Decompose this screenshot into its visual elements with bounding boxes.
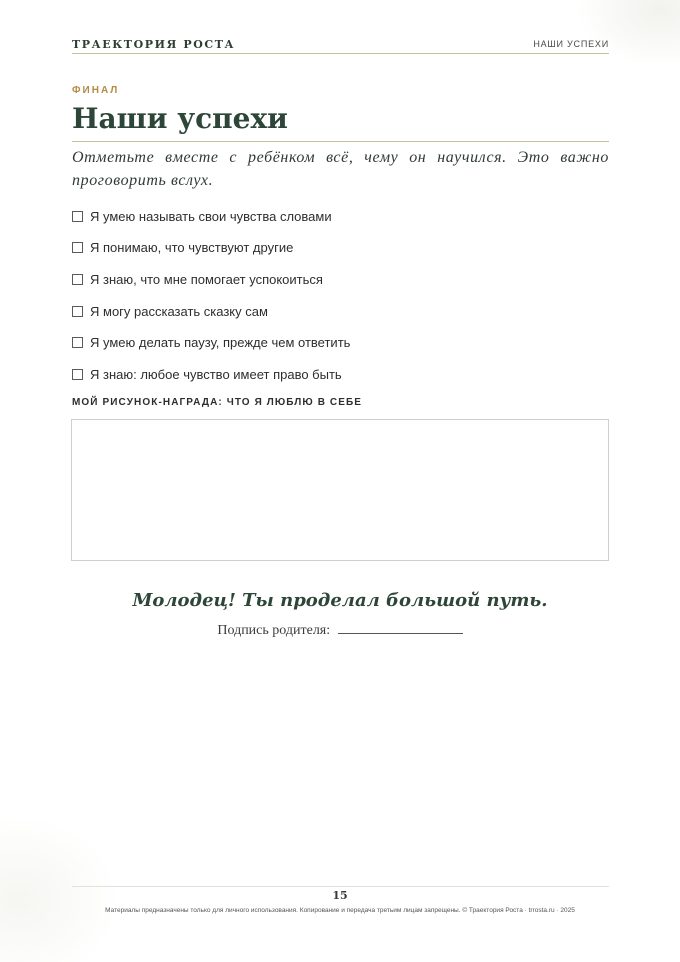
praise-message: Молодец! Ты проделал большой путь. [132,590,548,611]
running-header [72,38,609,54]
signature-label: Подпись родителя: [217,623,331,638]
checkbox[interactable] [72,274,83,285]
page-number: 15 [332,889,348,902]
checklist-item[interactable] [72,364,342,384]
checklist-item[interactable] [72,206,332,226]
legal-notice: Материалы предназначены только для личного использования. Копирование и передача третьим лицам запрещены. © Траектория Роста · trrosta.ru · 2025 [105,907,575,914]
checklist-item-label: Я могу рассказать сказку сам [90,303,268,319]
section-kicker: ФИНАЛ [72,85,120,96]
checkbox[interactable] [72,211,83,222]
checkbox[interactable] [72,337,83,348]
checklist-item-label: Я знаю, что мне помогает успокоиться [90,271,323,287]
checkbox[interactable] [72,306,83,317]
checklist-item-label: Я умею называть свои чувства словами [90,208,332,224]
checklist-item-label: Я знаю: любое чувство имеет право быть [90,366,342,382]
checklist-item[interactable] [72,269,323,289]
checklist-item[interactable] [72,301,268,321]
parent-signature [0,620,680,639]
checklist-item[interactable] [72,237,293,257]
brand-name: ТРАЕКТОРИЯ РОСТА [72,38,236,51]
page-title: Наши успехи [72,100,609,142]
intro-text: Отметьте вместе с ребёнком всё, чему он научился. Это важно проговорить вслух. [72,149,609,189]
checkbox[interactable] [72,369,83,380]
drawing-box-label: МОЙ РИСУНОК-НАГРАДА: ЧТО Я ЛЮБЛЮ В СЕБЕ [72,397,363,408]
checklist-item-label: Я понимаю, что чувствуют другие [90,239,294,255]
checklist-item[interactable] [72,332,350,352]
checkbox[interactable] [72,242,83,253]
signature-line[interactable] [338,620,463,634]
checklist-item-label: Я умею делать паузу, прежде чем ответить [90,334,351,350]
drawing-area[interactable] [71,419,609,561]
footer-divider [72,886,609,887]
section-name: НАШИ УСПЕХИ [533,39,609,49]
